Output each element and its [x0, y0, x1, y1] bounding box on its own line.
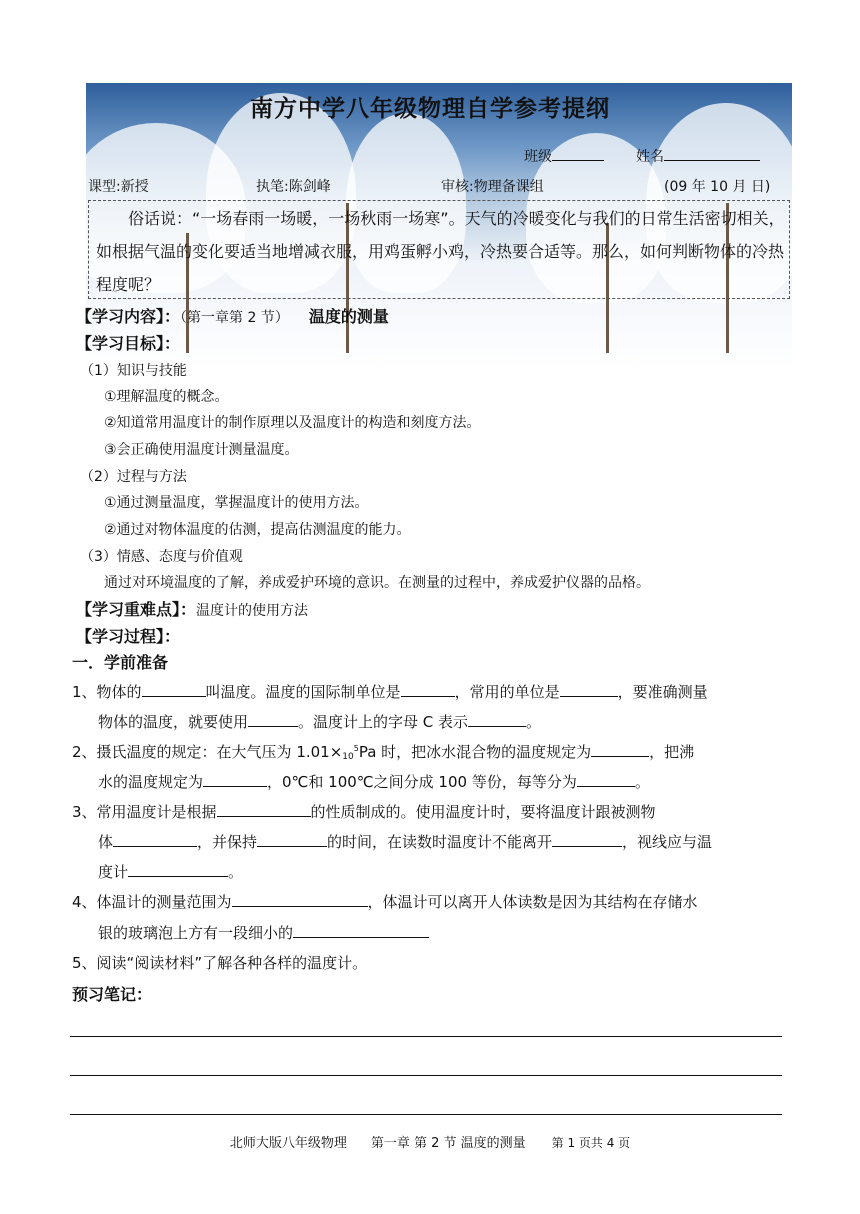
goal-1-3: ③会正确使用温度计测量温度。 [104, 442, 299, 458]
question-5: 5、阅读“阅读材料”了解各种各样的温度计。 [72, 954, 368, 972]
goal-1-2: ②知道常用温度计的制作原理以及温度计的构造和刻度方法。 [104, 415, 481, 431]
q3-blank-4[interactable] [552, 832, 622, 847]
content-topic: 温度的测量 [308, 307, 389, 326]
content-chapter: （第一章第 2 节） [180, 310, 289, 326]
footer-page: 第 1 页共 4 页 [551, 1136, 631, 1150]
goal-3-1: 通过对环境温度的了解，养成爱护环境的意识。在测量的过程中，养成爱护仪器的品格。 [104, 575, 650, 591]
q1-blank-1[interactable] [142, 682, 206, 697]
footer-book: 北师大版八年级物理 [229, 1136, 347, 1151]
q1-text-a: 1、物体的 [72, 683, 142, 701]
q2-blank-1[interactable] [591, 742, 649, 757]
goal-1-1: ①理解温度的概念。 [104, 389, 229, 405]
q4-text-c: 银的玻璃泡上方有一段细小的 [98, 924, 294, 942]
q2-text-e: ，0℃和 100℃之间分成 100 等份，每等分为 [267, 773, 577, 791]
page-footer [0, 1132, 860, 1151]
q2-exponent: 5 [353, 744, 359, 753]
date: (09 年 10 月 日) [664, 179, 771, 195]
q1-blank-3[interactable] [560, 682, 618, 697]
goal-2: （2）过程与方法 [80, 469, 187, 485]
q1-blank-2[interactable] [401, 682, 455, 697]
q2-blank-3[interactable] [577, 772, 635, 787]
q1-text-c: ，常用的单位是 [454, 683, 560, 701]
q1-text-d: ，要准确测量 [617, 683, 708, 701]
question-4-line1 [72, 891, 698, 912]
note-line[interactable] [70, 1075, 782, 1076]
intro-text: 俗话说：“一场春雨一场暖，一场秋雨一场寒”。天气的冷暖变化与我们的日常生活密切相关，如根据气温的变化要适当地增减衣服，用鸡蛋孵小鸡，冷热要合适等。那么，如何判断物体的冷热程度呢？ [96, 209, 785, 294]
notes-label: 预习笔记： [72, 985, 153, 1004]
goal-1: （1）知识与技能 [80, 363, 187, 379]
goals-label: 【学习目标】： [76, 334, 181, 353]
lesson-type: 课型:新授 [88, 179, 149, 195]
q4-text-b: ，体温计可以离开人体读数是因为其结构在存储水 [367, 893, 698, 911]
question-3-line2 [98, 831, 712, 852]
q3-text-h: 。 [228, 863, 244, 881]
q3-blank-2[interactable] [113, 832, 197, 847]
question-2-line2 [98, 771, 650, 792]
q3-blank-5[interactable] [128, 862, 228, 877]
goal-2-1: ①通过测量温度，掌握温度计的使用方法。 [104, 495, 369, 511]
q1-text-f: 。温度计上的字母 C 表示 [298, 713, 469, 731]
q2-text-f: 。 [634, 773, 650, 791]
q2-base: 10 [342, 752, 354, 762]
question-3-line3 [98, 861, 243, 882]
note-line[interactable] [70, 1036, 782, 1037]
q3-text-d: ，并保持 [197, 833, 258, 851]
question-1-line1 [72, 681, 708, 702]
note-line[interactable] [70, 1114, 782, 1115]
q2-text-c: ，把沸 [649, 743, 695, 761]
page-title: 南方中学八年级物理自学参考提纲 [250, 96, 610, 122]
q1-text-e: 物体的温度，就要使用 [98, 713, 249, 731]
q2-text-d: 水的温度规定为 [98, 773, 204, 791]
content-colon: ： [164, 307, 181, 326]
q3-text-c: 体 [98, 833, 114, 851]
q1-text-g: 。 [526, 713, 542, 731]
q1-blank-4[interactable] [248, 712, 298, 727]
q3-blank-3[interactable] [257, 832, 327, 847]
question-3-line1 [72, 801, 656, 822]
q4-blank-2[interactable] [293, 923, 429, 938]
footer-chapter: 第一章 第 2 节 温度的测量 [370, 1136, 526, 1151]
content-line [76, 304, 389, 327]
class-blank[interactable] [552, 146, 604, 161]
goal-2-2: ②通过对物体温度的估测，提高估测温度的能力。 [104, 522, 411, 538]
name-label: 姓名 [636, 149, 664, 165]
class-label: 班级 [524, 149, 552, 165]
q2-text-a: 2、摄氏温度的规定：在大气压为 1.01× [72, 743, 343, 761]
question-1-line2 [98, 711, 541, 732]
q4-blank-1[interactable] [232, 892, 368, 907]
author: 执笔:陈剑峰 [256, 179, 331, 195]
question-2-line1 [72, 741, 694, 762]
q4-text-a: 4、体温计的测量范围为 [72, 893, 232, 911]
key-text: 温度计的使用方法 [196, 603, 309, 619]
q3-text-f: ，视线应与温 [622, 833, 713, 851]
section-title: 一．学前准备 [72, 653, 169, 672]
name-blank[interactable] [664, 146, 760, 161]
key-label: 【学习重难点】： [76, 600, 197, 619]
q2-blank-2[interactable] [203, 772, 267, 787]
q3-text-a: 3、常用温度计是根据 [72, 803, 217, 821]
name-field[interactable] [636, 146, 760, 166]
content-label: 【学习内容】 [76, 307, 165, 326]
q3-blank-1[interactable] [217, 802, 311, 817]
q3-text-b: 的性质制成的。使用温度计时，要将温度计跟被测物 [310, 803, 656, 821]
q3-text-g: 度计 [98, 863, 129, 881]
q3-text-e: 的时间，在读数时温度计不能离开 [327, 833, 553, 851]
q1-text-b: 叫温度。温度的国际制单位是 [205, 683, 401, 701]
question-4-line2 [98, 922, 429, 943]
q1-blank-5[interactable] [468, 712, 526, 727]
reviewer: 审核:物理备课组 [441, 179, 544, 195]
process-label: 【学习过程】： [76, 627, 181, 646]
key-line [76, 597, 308, 620]
class-field[interactable] [524, 146, 604, 166]
goal-3: （3）情感、态度与价值观 [80, 549, 243, 565]
q2-text-b: Pa 时，把冰水混合物的温度规定为 [358, 743, 592, 761]
